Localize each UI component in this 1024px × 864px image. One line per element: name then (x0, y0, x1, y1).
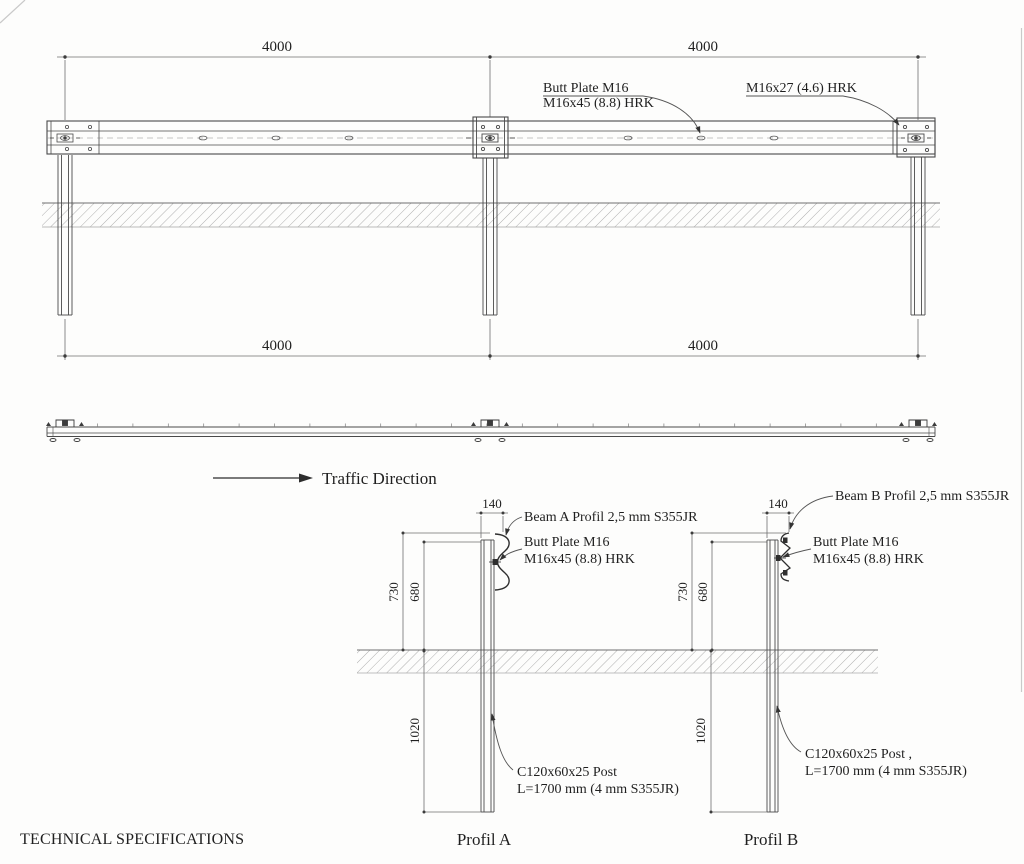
dim-span-top-left: 4000 (262, 39, 292, 55)
profil-b-post (767, 540, 778, 812)
profil-a-post (481, 540, 494, 812)
profil-a-width-dimension (476, 512, 508, 539)
profil-b-width-dimension (762, 512, 794, 539)
dim-span-bottom-left: 4000 (262, 338, 292, 354)
elevation-ground (42, 203, 940, 227)
dim-span-bottom-right: 4000 (688, 338, 718, 354)
traffic-direction (213, 469, 437, 488)
left-end-plate (50, 121, 99, 154)
elevation-posts (58, 155, 925, 315)
profil-a-dim-680: 680 (407, 582, 422, 602)
profil-a-beam-leader (506, 517, 522, 535)
elevation-view (42, 39, 940, 360)
profil-b-dim-1020: 1020 (693, 718, 708, 744)
profil-a-butt-plate-leader (500, 549, 522, 560)
profil-b-post-leader (777, 706, 801, 752)
profil-a-dim-1020: 1020 (407, 718, 422, 744)
profil-a-dim-140: 140 (482, 496, 502, 511)
label-butt-plate-line2: M16x45 (8.8) HRK (543, 96, 654, 111)
profil-a-beam-section (489, 534, 509, 590)
plan-rail (47, 427, 935, 437)
profil-a-dim-730: 730 (386, 582, 401, 602)
profil-a-butt-plate-label-line1: Butt Plate M16 (524, 535, 610, 550)
traffic-direction-arrow-icon (299, 474, 313, 483)
profil-b-embed-dimension (710, 650, 768, 814)
profil-b-butt-plate-label-line1: Butt Plate M16 (813, 535, 899, 550)
plan-view (46, 420, 937, 442)
profil-b-beam-label: Beam B Profil 2,5 mm S355JR (835, 489, 1010, 504)
drawing-title: TECHNICAL SPECIFICATIONS (20, 831, 245, 848)
profil-a-caption: Profil A (456, 830, 512, 849)
middle-splice-plate (466, 117, 515, 158)
profil-b-post-label-line1: C120x60x25 Post , (805, 747, 912, 762)
elevation-bottom-dimension (57, 319, 926, 360)
profil-b-beam-leader (790, 496, 833, 529)
profil-b-caption: Profil B (743, 830, 799, 849)
profil-a-post-leader (492, 714, 513, 770)
profil-a-butt-plate-label-line2: M16x45 (8.8) HRK (524, 552, 635, 567)
detail-ground (357, 650, 878, 673)
plan-rail-ticks (98, 424, 877, 428)
plan-post-connections (46, 420, 937, 442)
profil-a-post-label-line1: C120x60x25 Post (517, 765, 617, 780)
profil-a-beam-label: Beam A Profil 2,5 mm S355JR (524, 510, 698, 525)
profil-b-dim-730: 730 (675, 582, 690, 602)
profil-b-dim-680: 680 (695, 582, 710, 602)
profil-b-dim-140: 140 (768, 496, 788, 511)
traffic-direction-label: Traffic Direction (322, 469, 437, 488)
label-end-bolt: M16x27 (4.6) HRK (746, 81, 857, 96)
profil-b-post-label-line2: L=1700 mm (4 mm S355JR) (805, 764, 967, 779)
profil-a-embed-dimension (423, 650, 482, 814)
right-end-plate (893, 118, 935, 157)
dim-span-top-right: 4000 (688, 39, 718, 55)
profil-a-post-label-line2: L=1700 mm (4 mm S355JR) (517, 782, 679, 797)
profil-b-butt-plate-label-line2: M16x45 (8.8) HRK (813, 552, 924, 567)
label-butt-plate-line1: Butt Plate M16 (543, 81, 629, 96)
